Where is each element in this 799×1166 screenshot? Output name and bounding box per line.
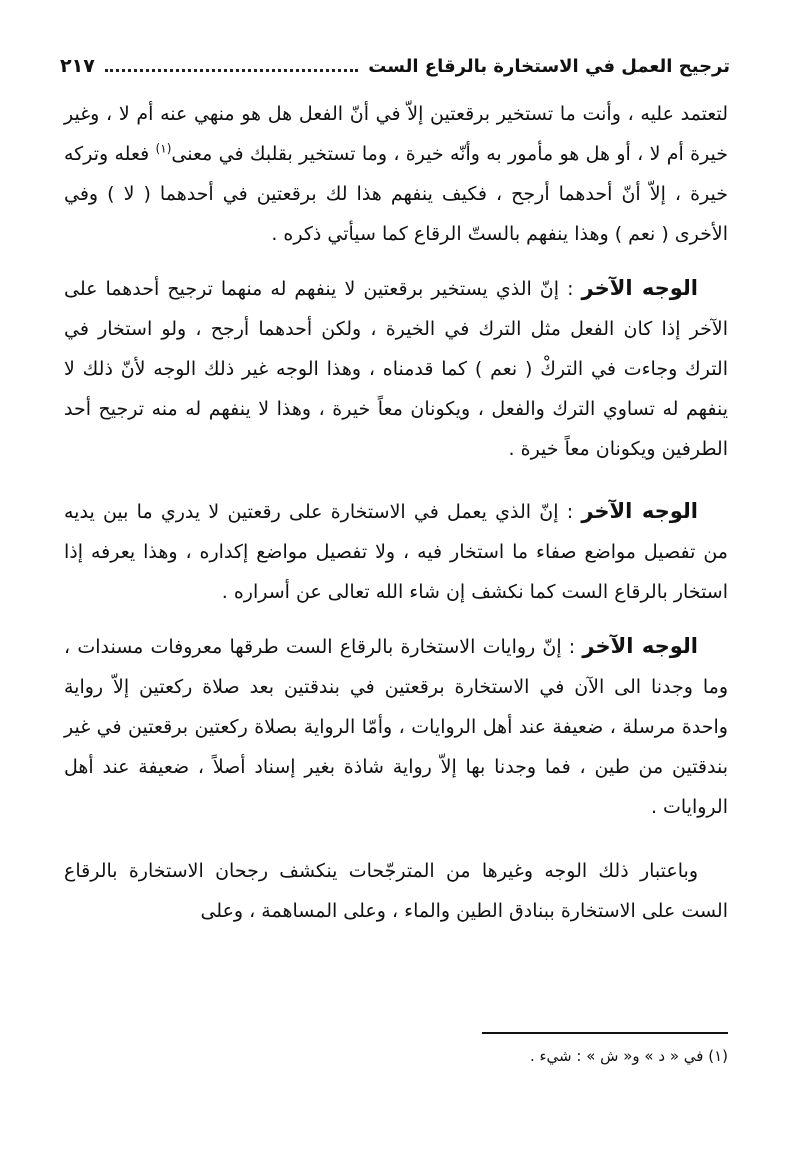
paragraph-5 — [64, 851, 728, 931]
paragraph-gap — [64, 469, 728, 491]
page-header — [60, 46, 730, 86]
running-title: ترجيح العمل في الاستخارة بالرقاع الست — [368, 55, 730, 77]
section-lead: الوجه الآخر — [581, 499, 698, 523]
paragraph-gap — [64, 612, 728, 626]
dot-leader — [105, 69, 358, 72]
paragraph-4 — [64, 626, 728, 827]
paragraph-1 — [64, 94, 728, 254]
paragraph-4-text: : إنّ روايات الاستخارة بالرقاع الست طرقها معروفات مسندات ، وما وجدنا الى الآن في الاستخارة برقعتين في بندقتين بعد صلاة ركعتين إلاّ رواية واحدة مرسلة ، ضعيفة عند أهل الروايات ، وأمّا الرواية بصلاة ركعتين برقعتين في غير بندقتين من طين ، فما وجدنا بها إلاّ رواية شاذة بغير إسناد أصلاً ، ضعيفة عند أهل الروايات . — [64, 636, 728, 818]
section-lead: الوجه الآخر — [581, 276, 698, 300]
paragraph-3-text: : إنّ الذي يعمل في الاستخارة على رقعتين لا يدري ما بين يديه من تفصيل مواضع صفاء ما استخار فيه ، ولا تفصيل مواضع إكداره ، وهذا يعرفه إذا استخار بالرقاع الست كما نكشف إن شاء الله تعالى عن أسراره . — [64, 501, 728, 603]
paragraph-2 — [64, 268, 728, 469]
paragraph-1-text: لتعتمد عليه ، وأنت ما تستخير برقعتين إلاّ في أنّ الفعل هل هو منهي عنه أم لا ، وغير خيرة أم لا ، أو هل هو مأمور به وأنّه خيرة ، وما تستخير بقلبك في معنى — [64, 103, 728, 165]
paragraph-5-text: وباعتبار ذلك الوجه وغيرها من المترجّحات ينكشف رجحان الاستخارة بالرقاع الست على الاستخارة ببنادق الطين والماء ، وعلى المساهمة ، وعلى — [64, 860, 728, 922]
footnote: (١) في « د » و« ش » : شيء . — [529, 1047, 728, 1065]
footnote-marker: (١) — [155, 141, 172, 156]
footnote-separator — [482, 1032, 728, 1034]
paragraph-gap — [64, 827, 728, 851]
paragraph-1-continued: فعله وتركه خيرة ، إلاّ أنّ أحدهما أرجح ، فكيف ينفهم هذا لك برقعتين في أحدهما ( لا ) وفي الأخرى ( نعم ) وهذا ينفهم بالستّ الرقاع كما سيأتي ذكره . — [64, 143, 728, 245]
page-body — [64, 94, 728, 931]
paragraph-3 — [64, 491, 728, 612]
paragraph-gap — [64, 254, 728, 268]
page-number: ٢١٧ — [60, 55, 95, 77]
paragraph-2-text: : إنّ الذي يستخير برقعتين لا ينفهم له منهما ترجيح أحدهما على الآخر إذا كان الفعل مثل الترك في الخيرة ، ولكن أحدهما أرجح ، ولو استخار في الترك وجاءت في التركْ ( نعم ) كما قدمناه ، وهذا الوجه غير ذلك الوجه لأنّ ذلك لا ينفهم له تساوي الترك والفعل ، ويكونان معاً خيرة ، وهذا لا ينفهم له منه ترجيح أحد الطرفين ويكونان معاً خيرة . — [64, 278, 728, 460]
section-lead: الوجه الآخر — [582, 634, 698, 658]
